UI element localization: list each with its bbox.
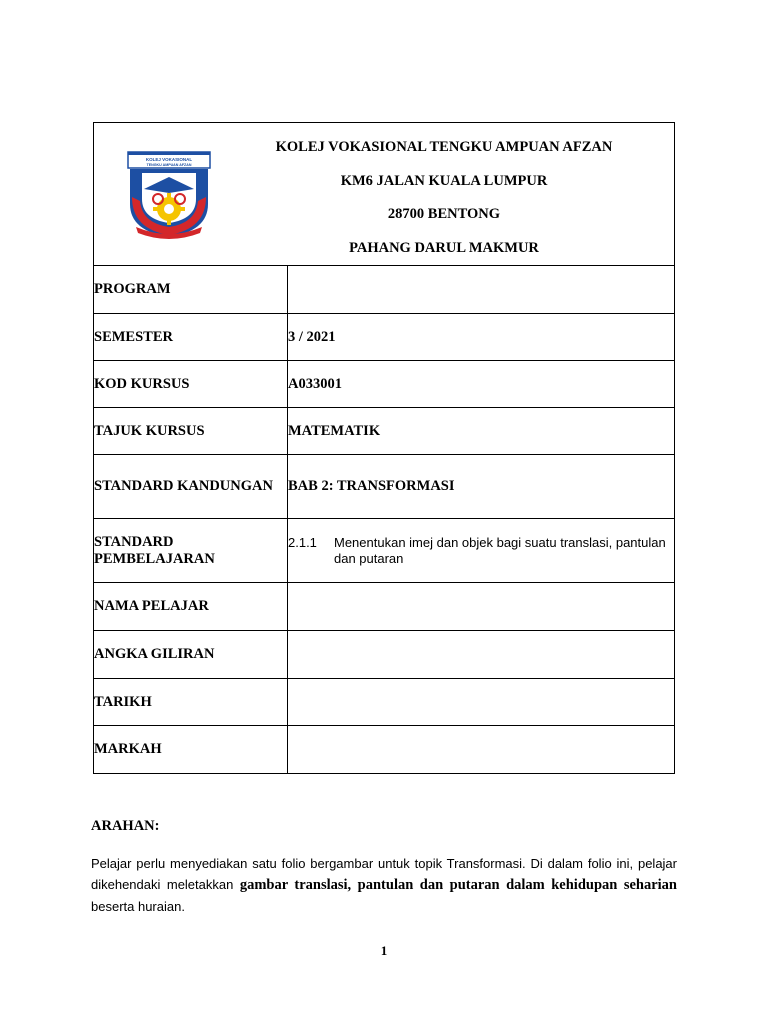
row-value-program <box>288 266 675 314</box>
table-row-markah <box>94 726 675 774</box>
row-value-markah <box>288 726 675 774</box>
row-label: TAJUK KURSUS <box>94 408 288 455</box>
row-label: ANGKA GILIRAN <box>94 631 288 679</box>
table-row-standard-kandungan <box>94 455 675 519</box>
instructions-heading: ARAHAN: <box>91 818 160 834</box>
row-value-standard-pembelajaran <box>288 519 675 583</box>
row-label: STANDARD PEMBELAJARAN <box>94 519 288 583</box>
row-label: NAMA PELAJAR <box>94 583 288 631</box>
table-row-standard-pembelajaran <box>94 519 675 583</box>
header-cell <box>94 123 675 266</box>
header-row <box>94 123 675 266</box>
table-row-nama-pelajar <box>94 583 675 631</box>
row-label: KOD KURSUS <box>94 361 288 408</box>
row-label: PROGRAM <box>94 266 288 314</box>
table-row-tarikh <box>94 679 675 726</box>
college-logo-icon <box>122 149 216 239</box>
table-row-tajuk-kursus <box>94 408 675 455</box>
instructions-text <box>91 853 677 917</box>
row-value-kod-kursus: A033001 <box>288 361 675 408</box>
instructions-text-bold: gambar translasi, pantulan dan putaran dalam kehidupan seharian <box>239 877 677 893</box>
instructions-text-part1: Pelajar perlu menyediakan satu folio bergambar untuk topik Transformasi. Di dalam folio ini, pelajar dikehendaki meletakkan <box>91 856 677 892</box>
course-info-table <box>93 122 675 774</box>
address-line-2: 28700 BENTONG <box>387 206 501 222</box>
row-value-standard-kandungan: BAB 2: TRANSFORMASI <box>288 455 675 519</box>
address-line-3: PAHANG DARUL MAKMUR <box>349 239 539 256</box>
college-header-text <box>214 137 674 271</box>
row-value-angka-giliran <box>288 631 675 679</box>
svg-text:KOLEJ VOKASIONAL: KOLEJ VOKASIONAL <box>145 157 193 162</box>
row-value-tajuk-kursus: MATEMATIK <box>288 408 675 455</box>
row-label: STANDARD KANDUNGAN <box>94 455 288 519</box>
table-row-semester <box>94 314 675 361</box>
svg-text:TENGKU AMPUAN AFZAN: TENGKU AMPUAN AFZAN <box>146 163 192 167</box>
page-number: 1 <box>380 943 388 958</box>
table-row-program <box>94 266 675 314</box>
row-value-semester: 3 / 2021 <box>288 314 675 361</box>
learning-standard-text: Menentukan imej dan objek bagi suatu translasi, pantulan dan putaran <box>334 534 666 566</box>
learning-standard-number: 2.1.1 <box>288 534 317 550</box>
instructions-section <box>91 818 677 917</box>
address-line-1: KM6 JALAN KUALA LUMPUR <box>340 172 548 189</box>
instructions-text-part2: beserta huraian. <box>91 899 185 914</box>
row-value-tarikh <box>288 679 675 726</box>
row-label: MARKAH <box>94 726 288 774</box>
college-name: KOLEJ VOKASIONAL TENGKU AMPUAN AFZAN <box>275 139 613 155</box>
row-label: SEMESTER <box>94 314 288 361</box>
learning-standard-item <box>288 535 674 567</box>
row-value-nama-pelajar <box>288 583 675 631</box>
table-row-kod-kursus <box>94 361 675 408</box>
table-row-angka-giliran <box>94 631 675 679</box>
row-label: TARIKH <box>94 679 288 726</box>
